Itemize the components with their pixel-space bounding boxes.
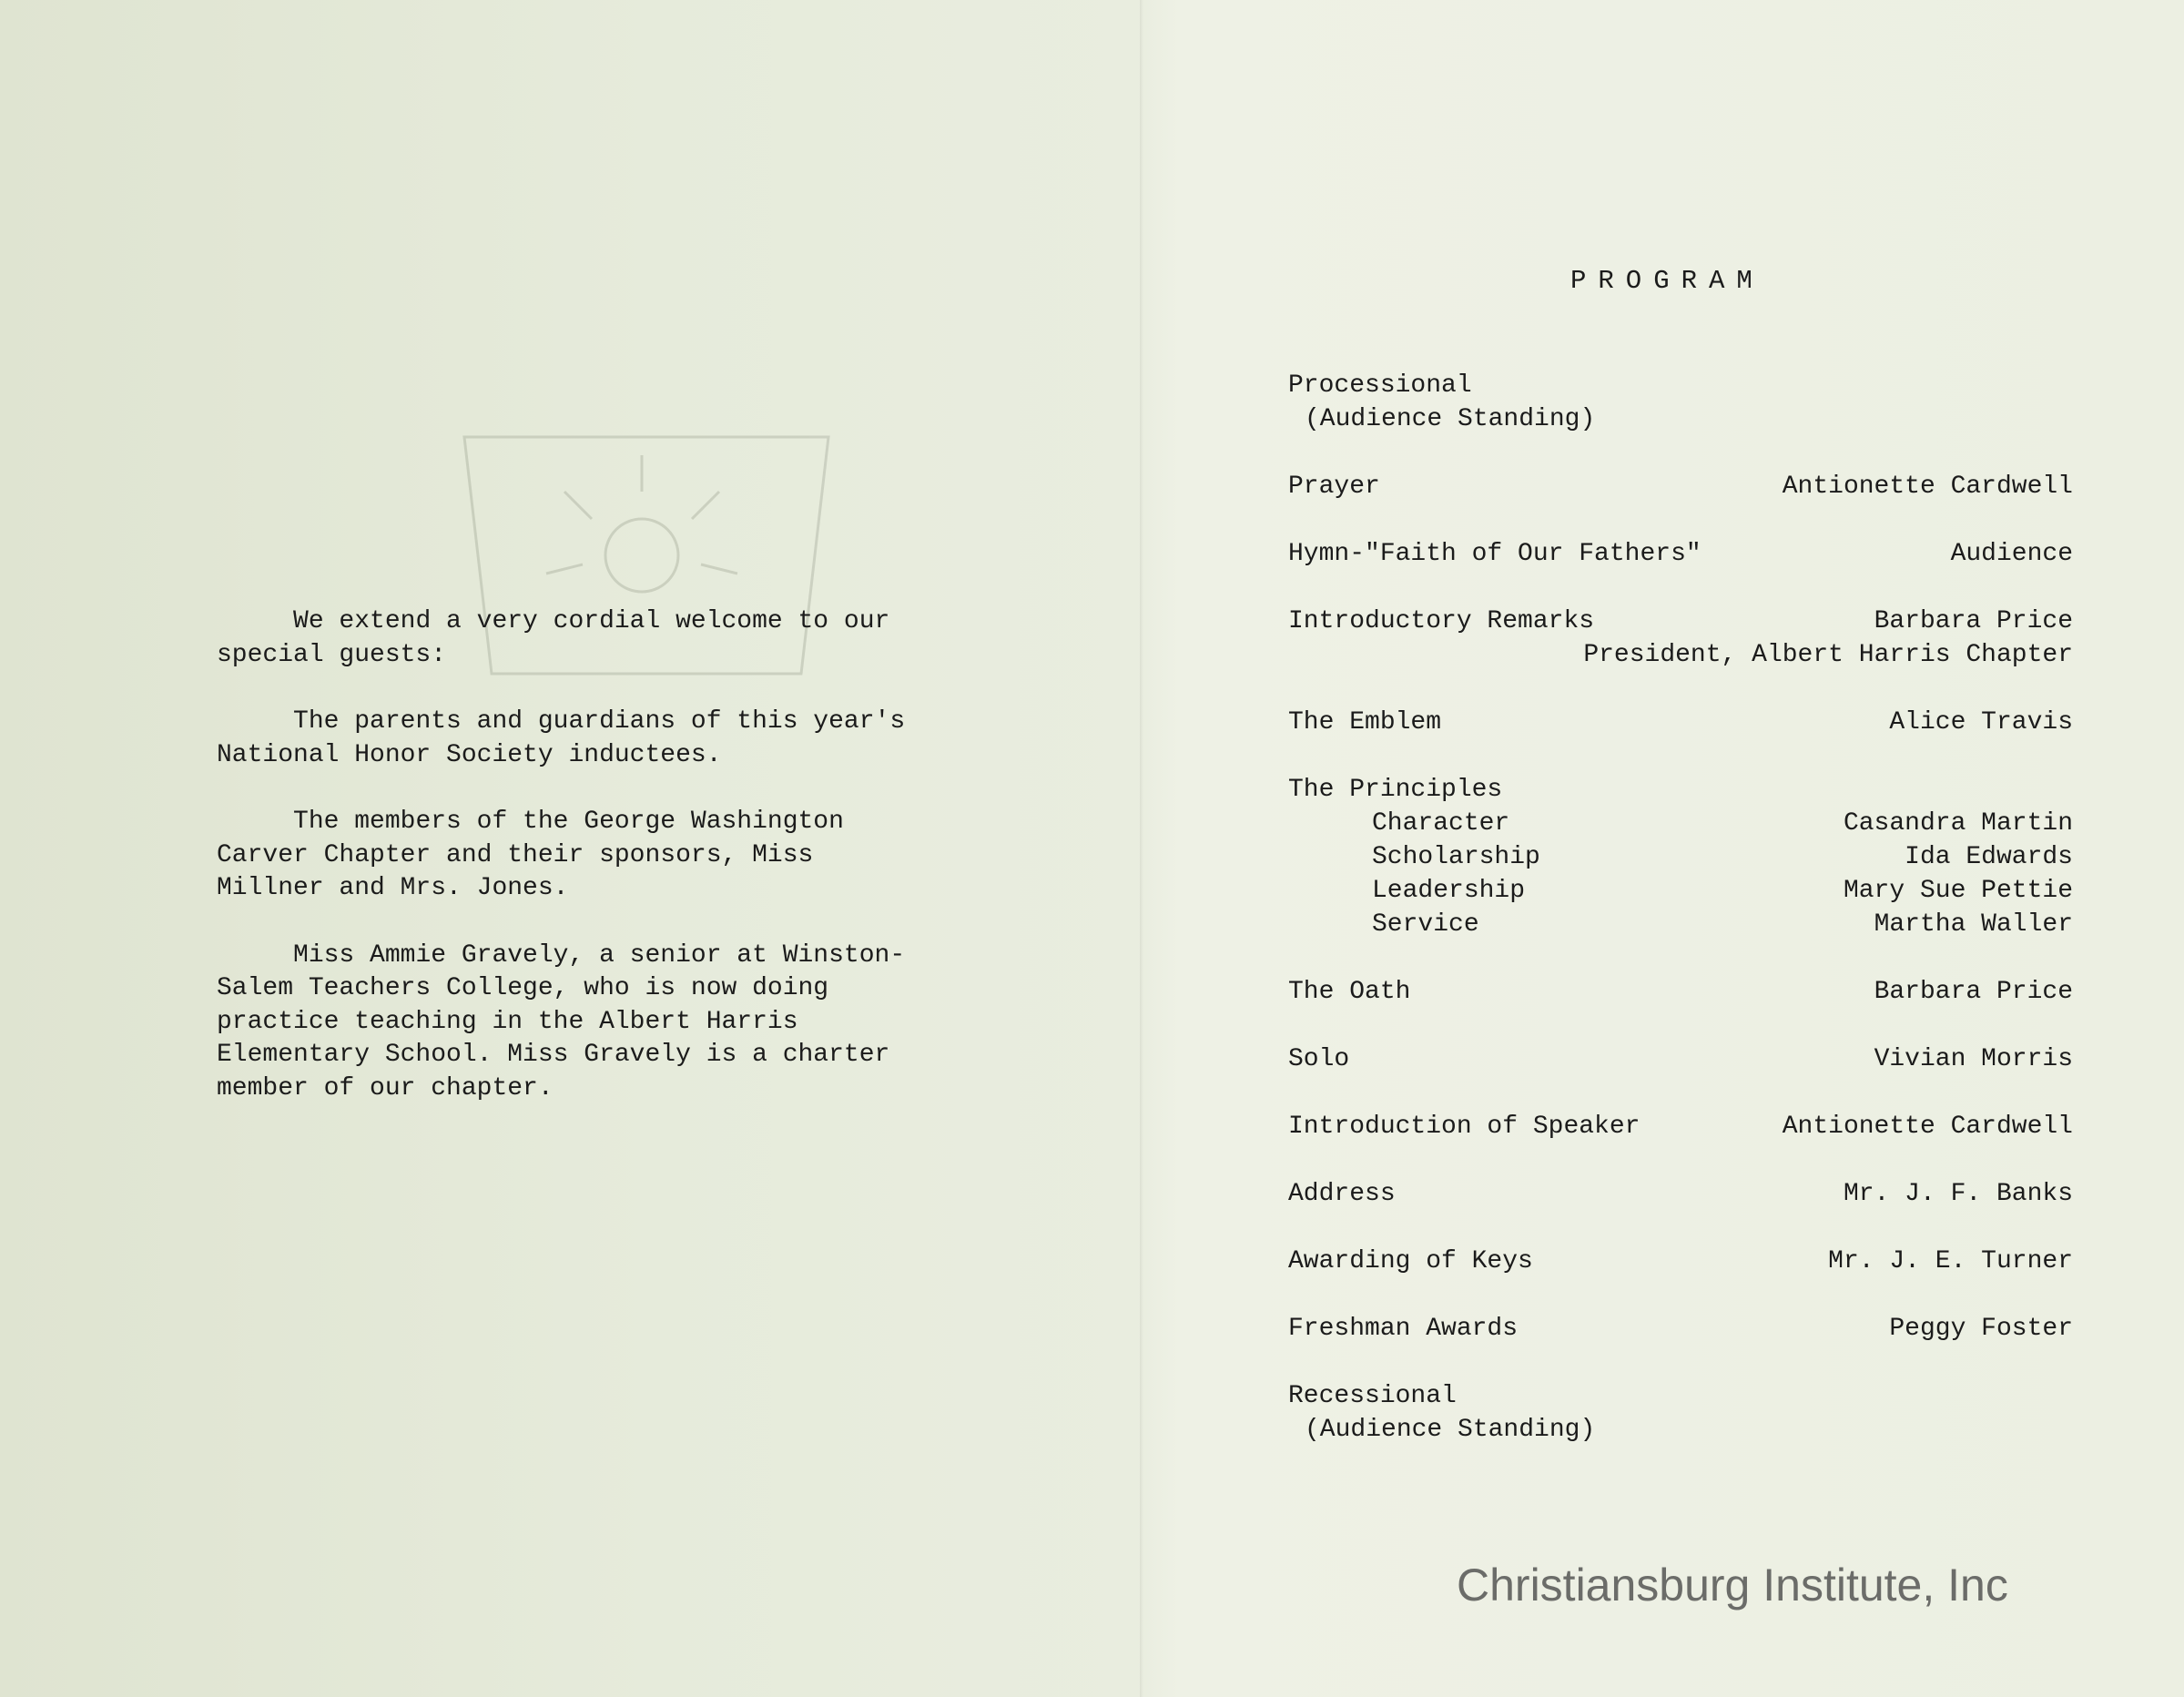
principle-row: [1288, 908, 2073, 941]
program-list: [1288, 369, 2073, 1480]
principle-person: Ida Edwards: [1905, 843, 2073, 871]
program-item-label: Introduction of Speaker: [1288, 1113, 1641, 1141]
program-item-label: The Emblem: [1288, 708, 1442, 737]
program-item-label: The Principles: [1288, 776, 1503, 804]
program-item: [1288, 470, 2073, 503]
welcome-paragraph: Miss Ammie Gravely, a senior at Winston- Salem Teachers College, who is now doing practice teaching in the Albert Harris Elementary School. Miss Gravely is a charter member of our chapter.: [217, 940, 906, 1103]
program-item-person: Mr. J. E. Turner: [1828, 1247, 2073, 1275]
program-item-person-note: President, Albert Harris Chapter: [1583, 641, 2073, 669]
principle-row: [1288, 807, 2073, 840]
program-item-label: Freshman Awards: [1288, 1315, 1519, 1343]
principle-label: Scholarship: [1372, 843, 1540, 871]
program-item: [1288, 1177, 2073, 1211]
program-item: [1288, 537, 2073, 571]
program-item: [1288, 605, 2073, 672]
program-item: [1288, 1312, 2073, 1346]
welcome-paragraph: We extend a very cordial welcome to our special guests:: [217, 607, 890, 669]
program-item-label: Address: [1288, 1180, 1396, 1208]
principle-person: Casandra Martin: [1843, 809, 2073, 838]
program-item-label: The Oath: [1288, 978, 1411, 1006]
principle-row: [1288, 874, 2073, 908]
program-item-label: Recessional: [1288, 1382, 1457, 1410]
program-item-label: Solo: [1288, 1045, 1350, 1073]
welcome-section: [217, 605, 981, 1139]
program-item-label: Hymn-"Faith of Our Fathers": [1288, 540, 1701, 568]
program-item: [1288, 1110, 2073, 1143]
program-item: [1288, 369, 2073, 436]
program-item-person: Barbara Price: [1874, 978, 2073, 1006]
principle-label: Leadership: [1372, 877, 1526, 905]
watermark-text: Christiansburg Institute, Inc: [1457, 1560, 2008, 1611]
program-item: [1288, 1245, 2073, 1278]
program-item-person: Peggy Foster: [1889, 1315, 2073, 1343]
program-title: PROGRAM: [1570, 266, 1764, 296]
program-item-person: Vivian Morris: [1874, 1045, 2073, 1073]
principle-label: Service: [1372, 910, 1479, 939]
program-item: [1288, 773, 2073, 941]
program-item-label: Processional: [1288, 371, 1472, 400]
principle-person: Martha Waller: [1874, 910, 2073, 939]
principle-row: [1288, 840, 2073, 874]
program-item-label: Introductory Remarks: [1288, 607, 1595, 635]
program-item-label: Awarding of Keys: [1288, 1247, 1533, 1275]
program-item: [1288, 1379, 2073, 1447]
program-item-note: (Audience Standing): [1305, 405, 1596, 433]
welcome-paragraph: The parents and guardians of this year's National Honor Society inductees.: [217, 707, 906, 769]
program-item: [1288, 1042, 2073, 1076]
principle-person: Mary Sue Pettie: [1843, 877, 2073, 905]
program-item-person: Antionette Cardwell: [1782, 1113, 2073, 1141]
program-item-person: Barbara Price: [1874, 607, 2073, 635]
principle-label: Character: [1372, 809, 1510, 838]
program-item-person: Antionette Cardwell: [1782, 473, 2073, 501]
program-item-note: (Audience Standing): [1305, 1416, 1596, 1444]
program-item-label: Prayer: [1288, 473, 1380, 501]
welcome-paragraph: The members of the George Washington Carver Chapter and their sponsors, Miss Millner and Mrs. Jones.: [217, 808, 844, 902]
program-item-person: Audience: [1950, 540, 2073, 568]
program-item: [1288, 975, 2073, 1009]
program-item: [1288, 706, 2073, 739]
program-item-person: Alice Travis: [1889, 708, 2073, 737]
program-item-person: Mr. J. F. Banks: [1843, 1180, 2073, 1208]
page-fold: [1140, 0, 1143, 1697]
